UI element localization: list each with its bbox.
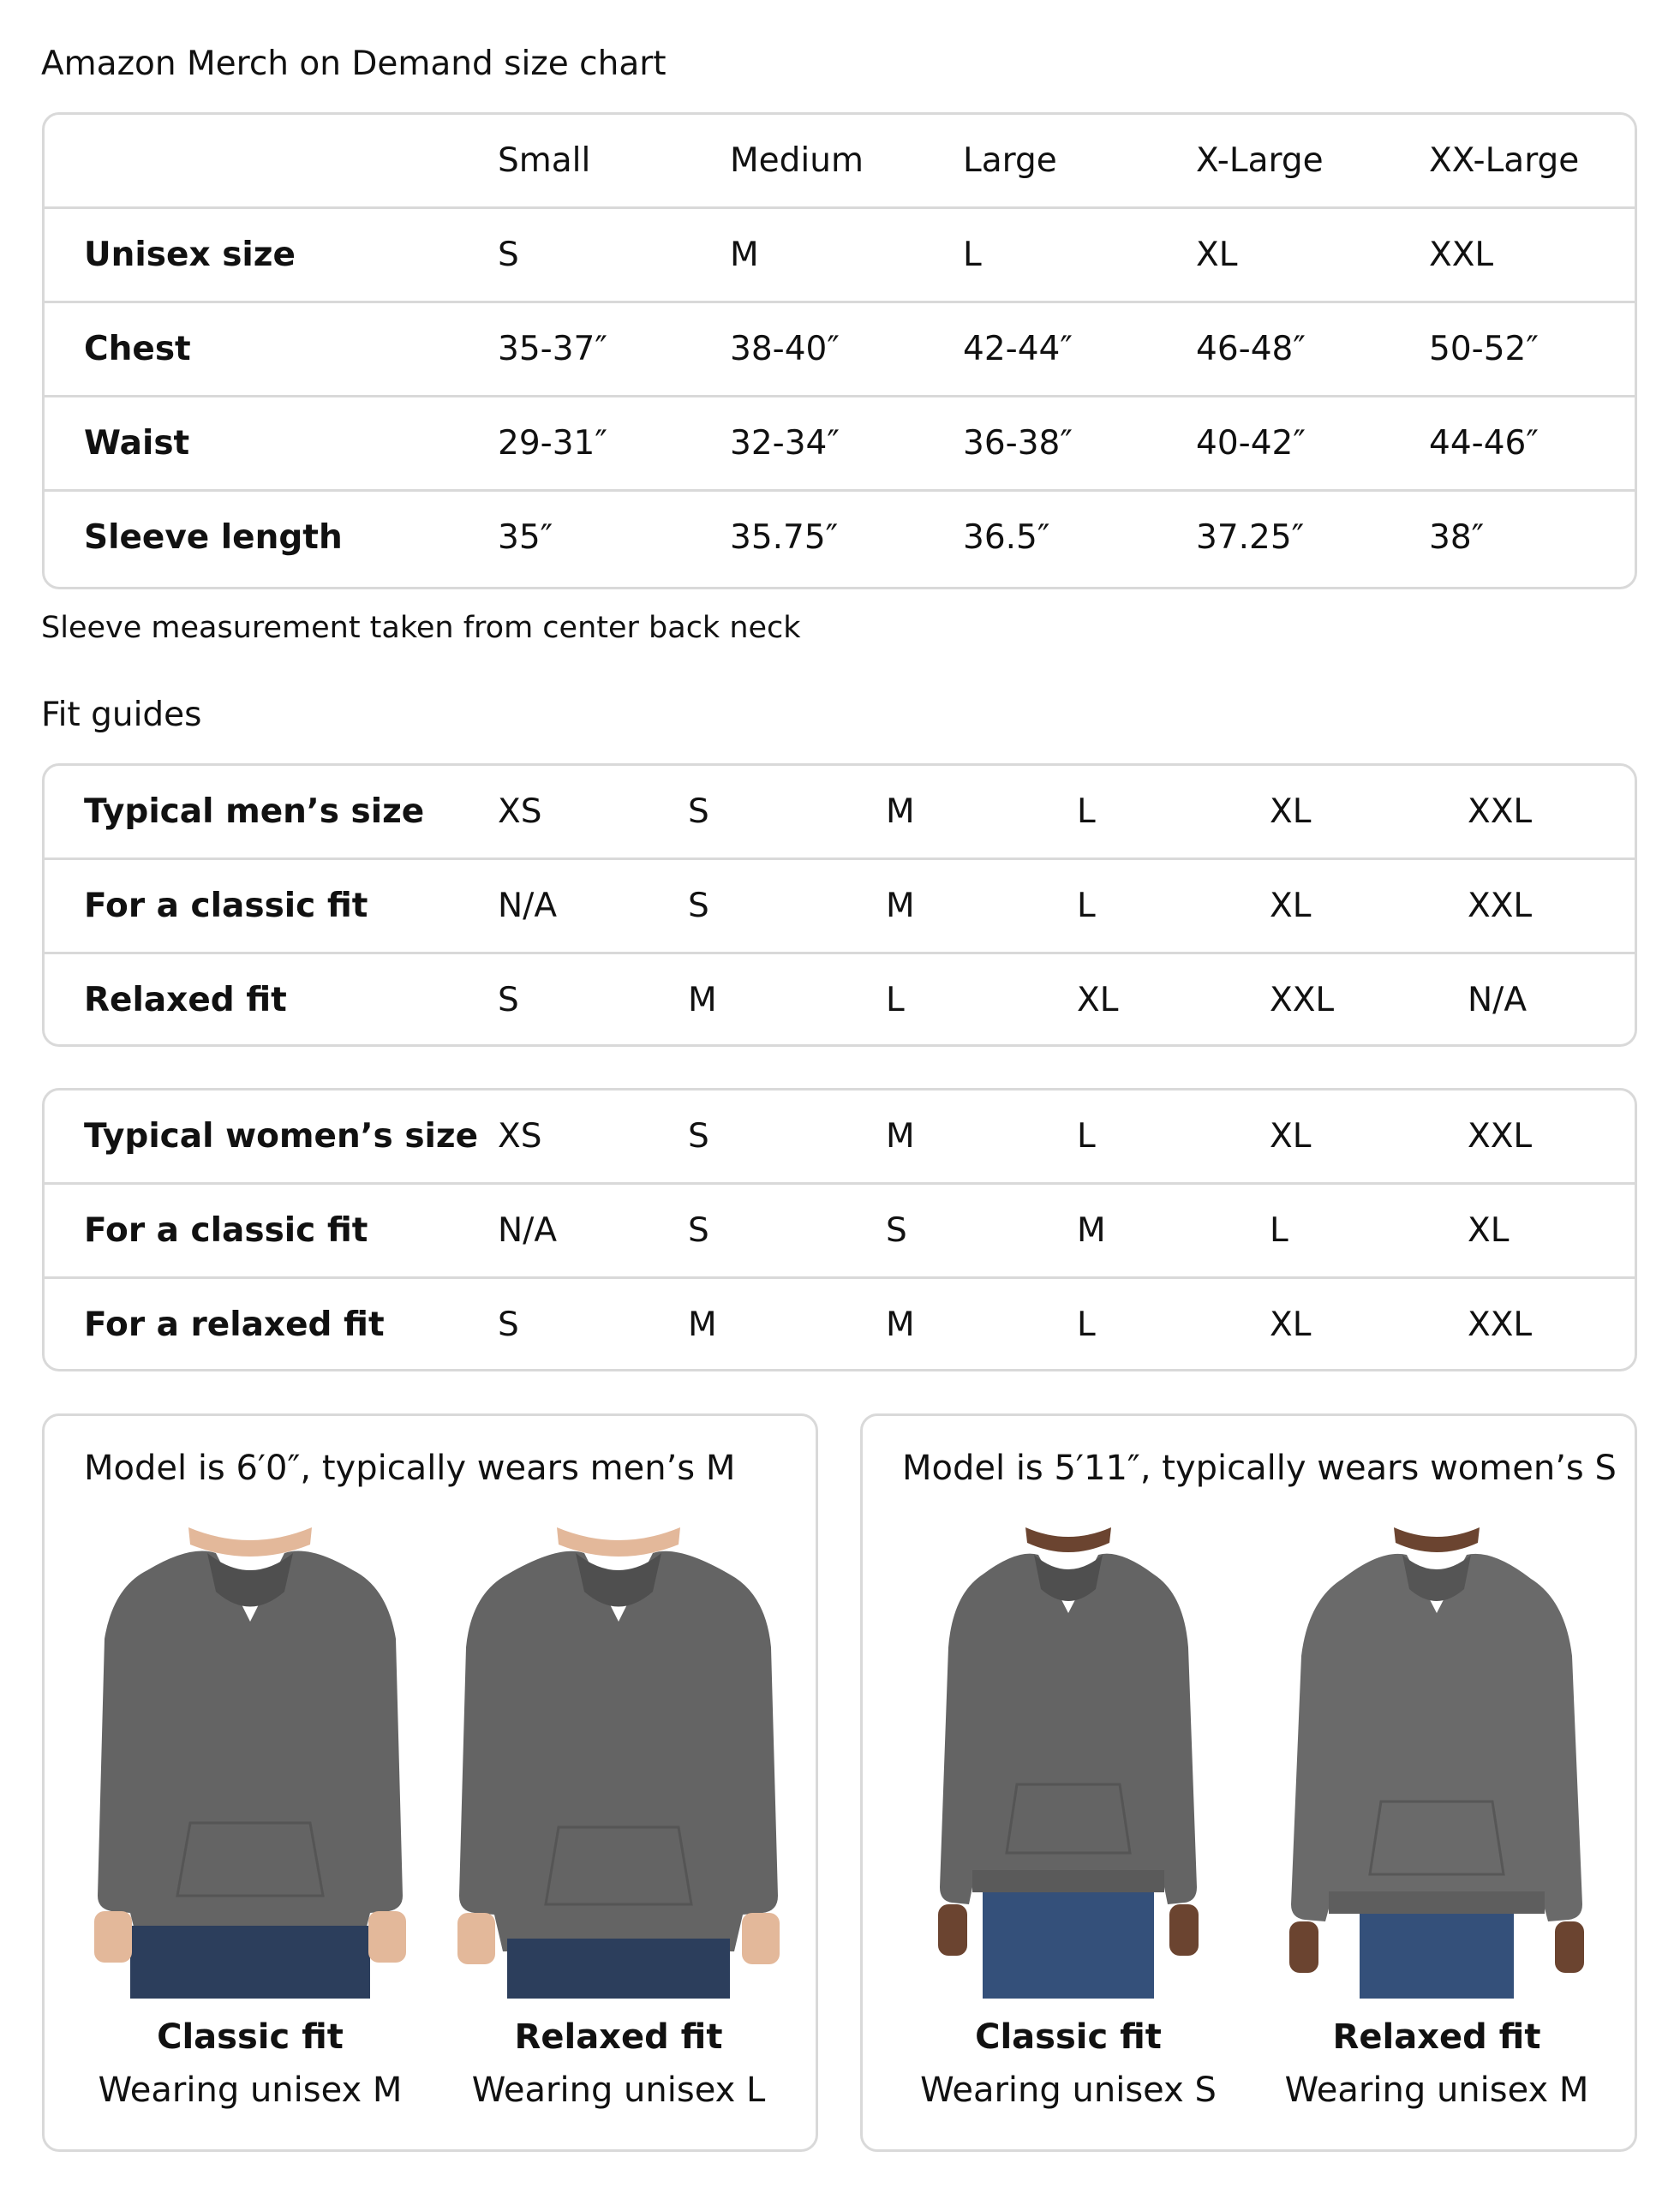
table-row [45, 857, 1635, 952]
table-row [45, 1276, 1635, 1371]
womens-model-card [860, 1413, 1637, 2152]
row-label: Typical men’s size [84, 792, 425, 831]
row-label: Chest [84, 330, 191, 368]
table-cell: L [1077, 792, 1096, 831]
table-cell: S [498, 981, 519, 1019]
mens-fit-table [42, 763, 1637, 1047]
table-cell: L [963, 236, 982, 274]
neck [1025, 1527, 1111, 1552]
mens-classic-fit-label: Classic fit [157, 2017, 344, 2057]
row-label: Relaxed fit [84, 981, 287, 1019]
table-cell: M [730, 236, 759, 274]
table-row [45, 766, 1635, 857]
table-cell: S [688, 1211, 709, 1250]
table-cell: XL [1270, 1117, 1312, 1156]
table-row [45, 206, 1635, 301]
table-cell: L [886, 981, 905, 1019]
table-cell: 38-40″ [730, 330, 840, 368]
jeans [130, 1926, 370, 1999]
neck [1394, 1527, 1480, 1552]
right-hand [742, 1913, 780, 1964]
table-cell: L [1270, 1211, 1288, 1250]
table-cell: XXL [1270, 981, 1335, 1019]
hoodie-body [98, 1551, 403, 1948]
table-cell: L [1077, 1306, 1096, 1344]
table-cell: 35″ [498, 518, 553, 557]
table-cell: XS [498, 792, 542, 831]
table-cell: 44-46″ [1429, 424, 1539, 463]
womens-classic-fit-label: Classic fit [975, 2017, 1162, 2057]
table-cell: S [886, 1211, 907, 1250]
left-hand [1289, 1921, 1318, 1973]
table-cell: XXL [1468, 792, 1533, 831]
womens-relaxed-fit-label: Relaxed fit [1332, 2017, 1541, 2057]
table-cell: 38″ [1429, 518, 1485, 557]
right-hand [1169, 1904, 1199, 1956]
waistband [972, 1870, 1164, 1892]
row-label: Sleeve length [84, 518, 343, 557]
table-cell: M [1077, 1211, 1106, 1250]
table-cell: S [498, 1306, 519, 1344]
hoodie-illustration [938, 1527, 1199, 1999]
table-cell: 37.25″ [1196, 518, 1305, 557]
table-row [45, 489, 1635, 583]
table-cell: XXL [1429, 236, 1494, 274]
row-label: For a classic fit [84, 1211, 368, 1250]
womens-relaxed-fit-photo [1265, 1527, 1608, 1999]
table-cell: 29-31″ [498, 424, 607, 463]
column-header: X-Large [1196, 141, 1324, 180]
table-cell: M [886, 1117, 915, 1156]
table-cell: L [1077, 887, 1096, 925]
womens-fit-table [42, 1088, 1637, 1371]
womens-classic-fit-size: Wearing unisex S [920, 2071, 1217, 2110]
left-hand [938, 1904, 967, 1956]
table-cell: S [688, 792, 709, 831]
table-cell: S [688, 887, 709, 925]
womens-classic-fit-photo [897, 1527, 1240, 1999]
table-row [45, 395, 1635, 489]
column-header: Medium [730, 141, 864, 180]
mens-classic-fit-size: Wearing unisex M [98, 2071, 403, 2110]
table-cell: S [688, 1117, 709, 1156]
mens-model-caption: Model is 6′0″, typically wears men’s M [84, 1449, 736, 1488]
table-cell: XL [1468, 1211, 1510, 1250]
jeans [1360, 1914, 1514, 1999]
right-hand [1555, 1921, 1584, 1973]
table-cell: 35.75″ [730, 518, 839, 557]
table-cell: 46-48″ [1196, 330, 1306, 368]
table-cell: XL [1270, 792, 1312, 831]
row-label: For a classic fit [84, 887, 368, 925]
left-hand [94, 1911, 132, 1963]
table-row [45, 952, 1635, 1046]
sleeve-note: Sleeve measurement taken from center back neck [41, 611, 801, 645]
table-cell: 35-37″ [498, 330, 607, 368]
hoodie-body [1291, 1554, 1582, 1921]
table-cell: XXL [1468, 1117, 1533, 1156]
table-cell: 50-52″ [1429, 330, 1539, 368]
column-header: XX-Large [1429, 141, 1580, 180]
mens-classic-fit-photo [79, 1527, 421, 1999]
table-row [45, 301, 1635, 395]
table-row [45, 1182, 1635, 1276]
table-cell: M [886, 1306, 915, 1344]
fit-guides-title: Fit guides [41, 696, 202, 734]
table-cell: M [886, 887, 915, 925]
row-label: Typical women’s size [84, 1117, 479, 1156]
table-cell: XXL [1468, 1306, 1533, 1344]
table-cell: N/A [498, 887, 557, 925]
left-hand [457, 1913, 495, 1964]
table-cell: M [688, 1306, 717, 1344]
size-chart-title: Amazon Merch on Demand size chart [41, 45, 667, 83]
table-cell: 36.5″ [963, 518, 1050, 557]
womens-model-caption: Model is 5′11″, typically wears women’s S [902, 1449, 1617, 1488]
column-header: Small [498, 141, 591, 180]
mens-model-card [42, 1413, 818, 2152]
table-cell: N/A [1468, 981, 1527, 1019]
hoodie-illustration [457, 1527, 780, 1999]
table-cell: XL [1270, 887, 1312, 925]
table-cell: XS [498, 1117, 542, 1156]
table-header-row [45, 115, 1635, 206]
table-cell: XL [1077, 981, 1119, 1019]
table-cell: L [1077, 1117, 1096, 1156]
row-label: For a relaxed fit [84, 1306, 385, 1344]
table-cell: M [886, 792, 915, 831]
mens-relaxed-fit-photo [447, 1527, 790, 1999]
jeans [507, 1939, 730, 1999]
table-cell: M [688, 981, 717, 1019]
table-cell: XL [1196, 236, 1238, 274]
table-cell: N/A [498, 1211, 557, 1250]
womens-relaxed-fit-size: Wearing unisex M [1284, 2071, 1589, 2110]
mens-relaxed-fit-label: Relaxed fit [514, 2017, 723, 2057]
table-cell: 40-42″ [1196, 424, 1306, 463]
table-cell: S [498, 236, 519, 274]
jeans [983, 1892, 1154, 1999]
row-label: Unisex size [84, 236, 296, 274]
mens-relaxed-fit-size: Wearing unisex L [471, 2071, 766, 2110]
table-cell: 32-34″ [730, 424, 840, 463]
column-header: Large [963, 141, 1057, 180]
table-cell: 42-44″ [963, 330, 1073, 368]
right-hand [368, 1911, 406, 1963]
table-row [45, 1091, 1635, 1182]
waistband [1329, 1891, 1545, 1914]
row-label: Waist [84, 424, 190, 463]
table-cell: 36-38″ [963, 424, 1073, 463]
hoodie-illustration [94, 1527, 406, 1999]
table-cell: XL [1270, 1306, 1312, 1344]
hoodie-body [459, 1551, 778, 1951]
hoodie-illustration [1289, 1527, 1584, 1999]
table-cell: XXL [1468, 887, 1533, 925]
size-chart-table [42, 112, 1637, 589]
